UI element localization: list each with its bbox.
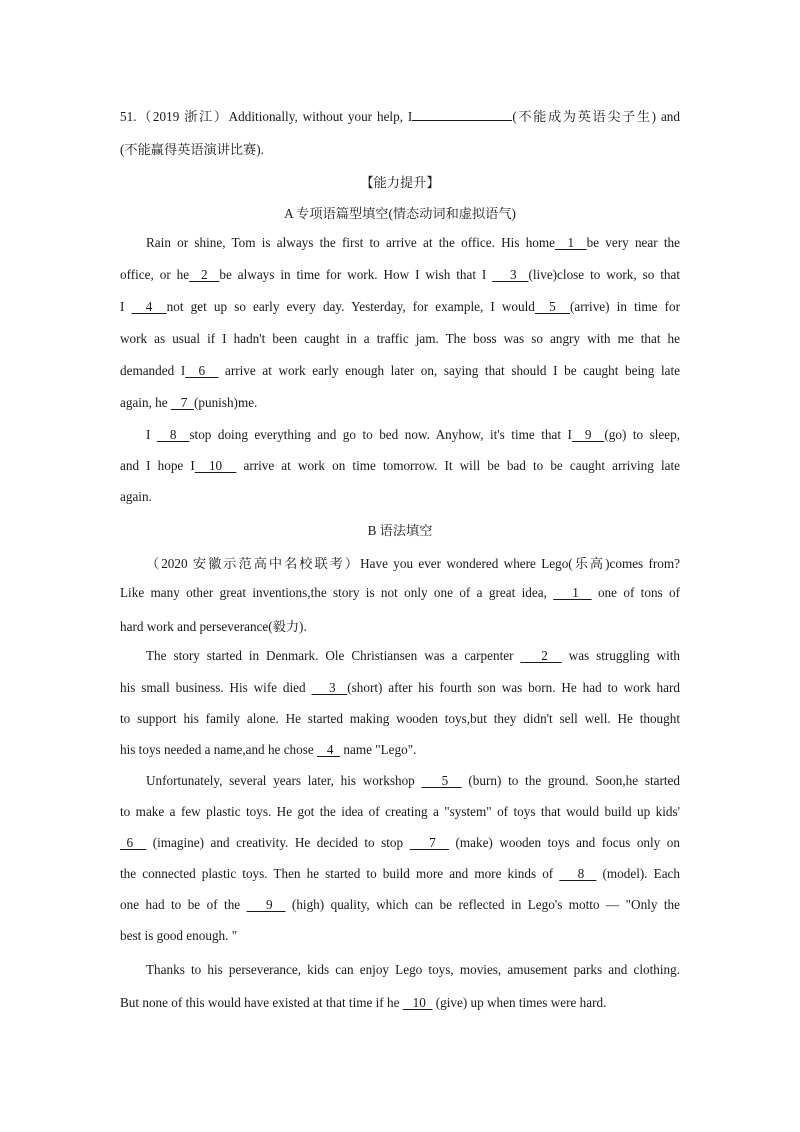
part-b-line-14: Thanks to his perseverance, kids can enjoy Lego toys, movies, amusement parks and clothing. bbox=[146, 962, 680, 977]
blank-b-5[interactable]: 5 bbox=[421, 773, 462, 788]
blank-a-6[interactable]: 6 bbox=[185, 363, 219, 378]
blank-b-2[interactable]: 2 bbox=[520, 648, 562, 663]
q51-hint-2: (不能赢得英语演讲比赛). bbox=[120, 142, 264, 157]
blank-a-1[interactable]: 1 bbox=[555, 235, 587, 250]
part-a-title: A 专项语篇型填空(情态动词和虚拟语气) bbox=[284, 206, 516, 221]
part-b-line-11: the connected plastic toys. Then he started to build more and more kinds of 8 (model). Each bbox=[120, 866, 681, 881]
blank-a-4[interactable]: 4 bbox=[131, 299, 167, 314]
blank-b-4[interactable]: 4 bbox=[317, 742, 341, 757]
blank-b-6[interactable]: 6 bbox=[120, 835, 147, 850]
q51-blank-1[interactable] bbox=[412, 107, 512, 121]
q51-prefix: 51.（2019 浙江）Additionally, without your help, I bbox=[120, 109, 413, 124]
blank-a-5[interactable]: 5 bbox=[534, 299, 571, 314]
blank-a-2[interactable]: 2 bbox=[189, 267, 220, 282]
blank-a-7[interactable]: 7 bbox=[170, 395, 194, 410]
section-title: 【能力提升】 bbox=[360, 175, 440, 190]
blank-b-7[interactable]: 7 bbox=[409, 835, 449, 850]
part-b-line-9: to make a few plastic toys. He got the idea of creating a "system" of toys that would build up kids' bbox=[120, 804, 680, 819]
blank-b-8[interactable]: 8 bbox=[559, 866, 597, 881]
part-b-line-10: 6 (imagine) and creativity. He decided to stop 7 (make) wooden toys and focus only on bbox=[120, 835, 680, 850]
part-b-line-15: But none of this would have existed at that time if he 10 (give) up when times were hard. bbox=[120, 995, 607, 1010]
part-b-line-5: his small business. His wife died 3 (short) after his fourth son was born. He had to work hard bbox=[120, 680, 680, 695]
part-a-line-7: I 8 stop doing everything and go to bed now. Anyhow, it's time that I 9 (go) to sleep, bbox=[146, 427, 680, 442]
q51-line-2 bbox=[120, 139, 680, 158]
blank-b-1[interactable]: 1 bbox=[553, 585, 592, 600]
part-a-line-9: again. bbox=[120, 489, 152, 504]
part-b-line-7: his toys needed a name,and he chose 4 name "Lego". bbox=[120, 742, 417, 757]
part-b-line-1: （2020 安徽示范高中名校联考）Have you ever wondered where Lego(乐高)comes from? bbox=[146, 556, 680, 571]
part-b-line-8: Unfortunately, several years later, his workshop 5 (burn) to the ground. Soon,he started bbox=[146, 773, 680, 788]
q51-line-1 bbox=[120, 106, 680, 125]
blank-b-9[interactable]: 9 bbox=[246, 897, 286, 912]
part-a-line-3: I 4 not get up so early every day. Yesterday, for example, I would 5 (arrive) in time for bbox=[120, 299, 681, 314]
blank-a-3[interactable]: 3 bbox=[492, 267, 529, 282]
part-b-line-2: Like many other great inventions,the story is not only one of a great idea, 1 one of tons of bbox=[120, 585, 681, 600]
blank-b-10[interactable]: 10 bbox=[402, 995, 433, 1010]
part-a-line-6: again, he 7 (punish)me. bbox=[120, 395, 258, 410]
part-a-line-1: Rain or shine, Tom is always the first to arrive at the office. His home 1 be very near the bbox=[146, 235, 681, 250]
q51-hint-1: (不能成为英语尖子生) bbox=[512, 109, 657, 124]
q51-and: and bbox=[656, 109, 680, 124]
part-b-line-12: one had to be of the 9 (high) quality, which can be reflected in Lego's motto — "Only the bbox=[120, 897, 680, 912]
part-a-line-4: work as usual if I hadn't been caught in a traffic jam. The boss was so angry with me that he bbox=[120, 331, 680, 346]
blank-a-9[interactable]: 9 bbox=[571, 427, 605, 442]
part-b-line-3: hard work and perseverance(毅力). bbox=[120, 619, 307, 634]
blank-a-8[interactable]: 8 bbox=[156, 427, 190, 442]
part-a-line-5: demanded I 6 arrive at work early enough later on, saying that should I be caught being late bbox=[120, 363, 680, 378]
part-b-line-6: to support his family alone. He started making wooden toys,but they didn't sell well. He thought bbox=[120, 711, 680, 726]
part-b-line-4: The story started in Denmark. Ole Christiansen was a carpenter 2 was struggling with bbox=[146, 648, 680, 663]
part-a-line-2: office, or he 2 be always in time for work. How I wish that I 3 (live)close to work, so that bbox=[120, 267, 681, 282]
blank-a-10[interactable]: 10 bbox=[194, 458, 237, 473]
part-b-title: B 语法填空 bbox=[367, 523, 433, 538]
part-b-line-13: best is good enough. " bbox=[120, 928, 238, 943]
part-a-line-8: and I hope I 10 arrive at work on time tomorrow. It will be bad to be caught arriving late bbox=[120, 458, 680, 473]
blank-b-3[interactable]: 3 bbox=[311, 680, 348, 695]
